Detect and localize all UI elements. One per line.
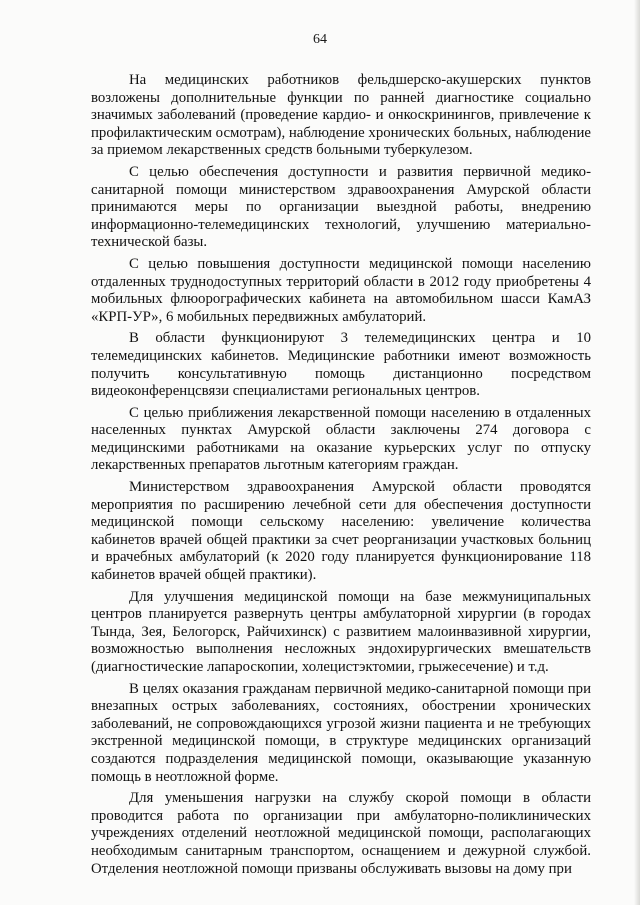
document-body bbox=[91, 72, 591, 878]
paragraph-mobile-units: С целью повышения доступности медицинской помощи населению отдаленных труднодоступных территорий области в 2012 году приобретены 4 мобильных флюорографических кабинета на автомобильном шасси КамАЗ «КРП-УР», 6 мобильных передвижных амбулаторий. bbox=[91, 255, 591, 325]
paragraph-telemedicine: В области функционируют 3 телемедицинских центра и 10 телемедицинских кабинетов. Медицинские работники имеют возможность получить консультативную помощь дистанционно посредством видеоконференцсвязи специалистами региональных центров. bbox=[91, 330, 591, 400]
page-number: 64 bbox=[313, 32, 327, 47]
paragraph-drug-delivery: С целью приближения лекарственной помощи населению в отдаленных населенных пунктах Амурской области заключены 274 договора с медицинскими работниками на оказание курьерских услуг по отпуску лекарственных препаратов льготным категориям граждан. bbox=[91, 404, 591, 474]
paragraph-urgent-care: В целях оказания гражданам первичной медико-санитарной помощи при внезапных острых заболеваниях, состояниях, обострении хронических заболеваний, не сопровождающихся угрозой жизни пациента и не требующих экстренной медицинской помощи, в структуре медицинских организаций создаются подразделения медицинской помощи, оказывающие указанную помощь в неотложной форме. bbox=[91, 680, 591, 785]
paragraph-emergency-load: Для уменьшения нагрузки на службу скорой помощи в области проводится работа по организации при амбулаторно-поликлинических учреждениях отделений неотложной медицинской помощи, располагающих необходимым санитарным транспортом, оснащением и дежурной службой. Отделения неотложной помощи призваны обслуживать вызовы на дому при bbox=[91, 790, 591, 877]
paragraph-ambulatory-surgery: Для улучшения медицинской помощи на базе межмуниципальных центров планируется развернуть центры амбулаторной хирургии (в городах Тында, Зея, Белогорск, Райчихинск) с развитием малоинвазивной хирургии, возможностью выполнения несложных эндохирургических вмешательств (диагностические лапароскопии, холецистэктомии, грыжесечение) и т.д. bbox=[91, 588, 591, 675]
paragraph-general-practice: Министерством здравоохранения Амурской области проводятся мероприятия по расширению лечебной сети для обеспечения доступности медицинской помощи сельскому населению: увеличение количества кабинетов врачей общей практики за счет реорганизации участковых больниц и врачебных амбулаторий (к 2020 году планируется функционирование 118 кабинетов врачей общей практики). bbox=[91, 479, 591, 584]
page-edge-shadow bbox=[634, 0, 640, 905]
paragraph-fap-functions: На медицинских работников фельдшерско-акушерских пунктов возложены дополнительные функции по ранней диагностике социально значимых заболеваний (проведение кардио- и онкоскринингов, привлечение к профилактическим осмотрам), наблюдение хронических больных, наблюдение за приемом лекарственных средств больными туберкулезом. bbox=[91, 72, 591, 159]
paragraph-primary-care-access: С целью обеспечения доступности и развития первичной медико-санитарной помощи министерством здравоохранения Амурской области принимаются меры по организации выездной работы, внедрению информационно-телемедицинских технологий, улучшению материально-технической базы. bbox=[91, 163, 591, 251]
